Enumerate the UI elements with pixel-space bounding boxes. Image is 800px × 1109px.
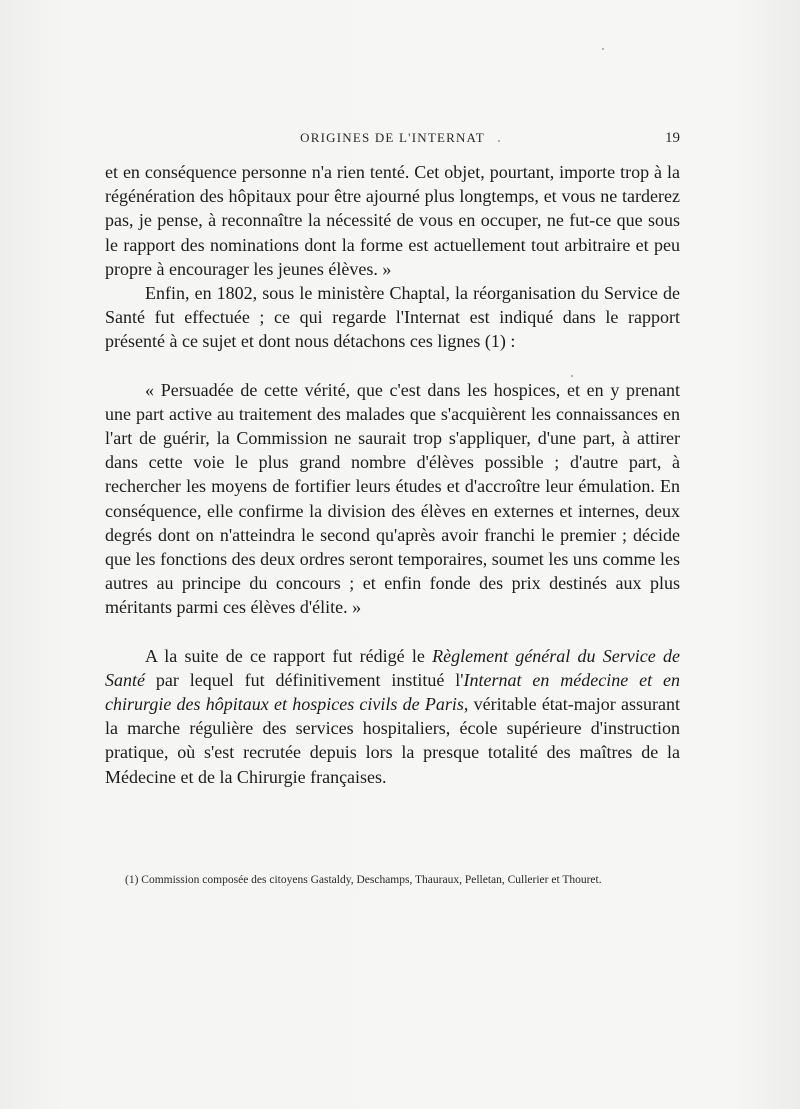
paragraph-reglement-start: A la suite de ce rapport fut rédigé le bbox=[145, 645, 433, 666]
running-head bbox=[105, 130, 680, 152]
internat-title: Internat en médecine et en chirurgie des hôpitaux et hospices civils de Paris bbox=[105, 669, 680, 715]
main-text bbox=[105, 160, 680, 789]
paragraph-reglement bbox=[105, 644, 680, 789]
reglement-title: Règlement général du Service de Santé bbox=[105, 645, 680, 690]
paragraph-chaptal: Enfin, en 1802, sous le ministère Chaptal, la réorganisation du Service de Santé fut effectuée ; ce qui regarde l'Internat est indiqué dans le rapport présenté à ce sujet et dont nous détachons ces lignes (1) : bbox=[105, 283, 680, 352]
paragraph-reglement-mid: par lequel fut définitivement institué l' bbox=[145, 669, 464, 690]
paragraph-continuation: et en conséquence personne n'a rien tenté. Cet objet, pourtant, importe trop à la régénération des hôpitaux pour être ajourné plus longtemps, et vous ne tarderez pas, je pense, à reconnaître la nécessité de vous en occuper, ne fut-ce que sous le rapport des nominations dont la forme est actuellement tout arbitraire et peu propre à encourager les jeunes élèves. » bbox=[105, 162, 680, 279]
footnote: (1) Commission composée des citoyens Gastaldy, Deschamps, Thauraux, Pelletan, Cullerier et Thouret. bbox=[125, 874, 602, 886]
page-number: 19 bbox=[665, 130, 680, 146]
running-title: ORIGINES DE L'INTERNAT bbox=[300, 130, 485, 145]
scan-speck bbox=[602, 48, 604, 50]
scan-speck bbox=[498, 140, 500, 142]
spacer bbox=[105, 354, 680, 378]
scan-speck bbox=[571, 375, 573, 377]
block-quote: « Persuadée de cette vérité, que c'est dans les hospices, et en y prenant une part active au traitement des malades que s'acquièrent les connaissances en l'art de guérir, la Commission ne saurait trop s'appliquer, d'une part, à attirer dans cette voie le plus grand nombre d'élèves possible ; d'autre part, à rechercher les moyens de fortifier leurs études et d'accroître leur émulation. En conséquence, elle confirme la division des élèves en externes et internes, deux degrés dont on n'atteindra le second qu'après avoir franchi le premier ; décide que les fonctions des deux ordres seront temporaires, soumet les uns comme les autres au principe du concours ; et enfin fonde des prix destinés aux plus méritants parmi ces élèves d'élite. » bbox=[105, 379, 680, 618]
spacer bbox=[105, 620, 680, 644]
paragraph-reglement-end: , véritable état-major assurant la marche régulière des services hospitaliers, école supérieure d'instruction pratique, où s'est recrutée depuis lors la presque totalité des maîtres de la Médecine et de la Chirurgie françaises. bbox=[105, 694, 680, 787]
